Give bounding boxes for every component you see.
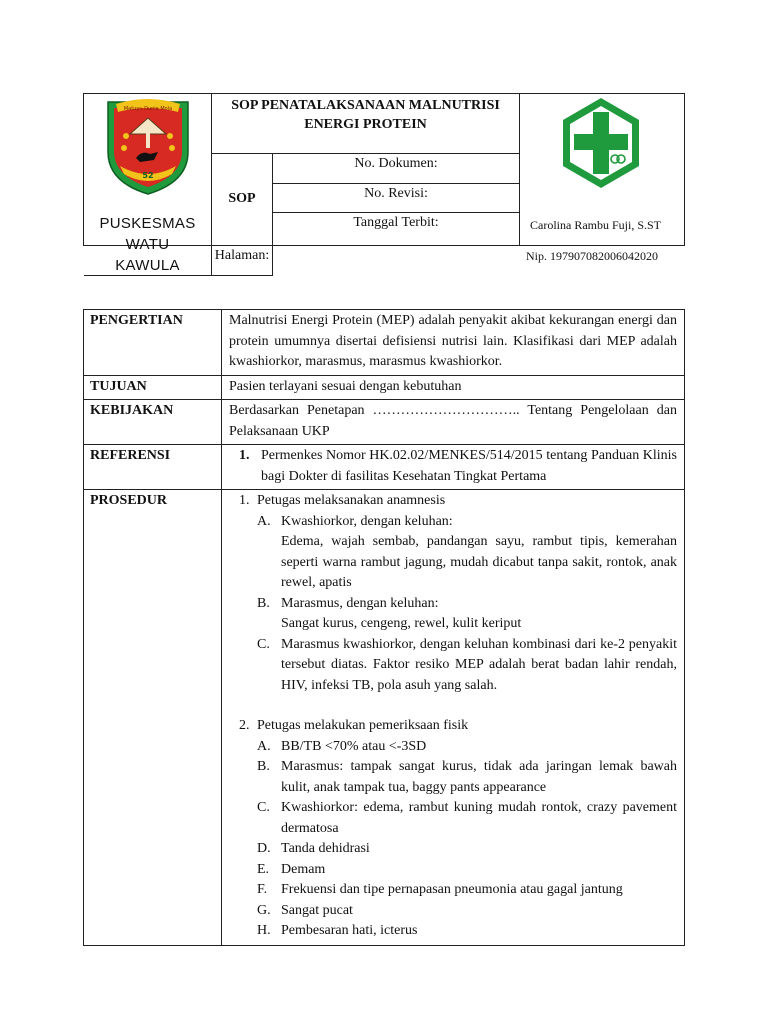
field-no-dokumen: No. Dokumen: xyxy=(273,153,520,183)
step-1-item-a-letter: A. xyxy=(257,513,271,529)
puskesmas-green-cross-icon xyxy=(560,96,642,192)
pengertian-text: Malnutrisi Energi Protein (MEP) adalah penyakit akibat kekurangan energi dan protein umumnya disertai defisiensi nutrisi lain. Klasifikasi dari MEP adalah kwashiorkor, marasmus, marasmus kwashiorkor. xyxy=(222,310,685,376)
step-2-item-e-text: Demam xyxy=(281,861,326,877)
referensi-text: Permenkes Nomor HK.02.02/MENKES/514/2015 tentang Panduan Klinis bagi Dokter di fasilitas Kesehatan Tingkat Pertama xyxy=(261,448,677,484)
puskesmas-logo-cell xyxy=(84,94,212,274)
step-1-item-a-text: Kwashiorkor, dengan keluhan: xyxy=(281,513,453,529)
step-2-item-g-letter: G. xyxy=(257,902,271,918)
document-title: SOP PENATALAKSANAAN MALNUTRISI ENERGI PROTEIN xyxy=(212,94,520,154)
step-2-item-c xyxy=(229,798,677,839)
step-2-item-d xyxy=(229,839,677,860)
prosedur-label: PROSEDUR xyxy=(84,490,222,946)
puskesmas-name-line-1: PUSKESMAS xyxy=(99,215,196,232)
field-tanggal-terbit: Tanggal Terbit: xyxy=(273,213,520,246)
referensi-label: REFERENSI xyxy=(84,445,222,490)
step-2-item-e-letter: E. xyxy=(257,861,270,877)
step-2-item-f xyxy=(229,880,677,901)
step-2-title: Petugas melakukan pemeriksaan fisik xyxy=(257,718,469,733)
prosedur-step-2 xyxy=(229,716,677,737)
signer-name: Carolina Rambu Fuji, S.ST xyxy=(530,218,662,232)
step-2-item-a-text: BB/TB <70% atau <-3SD xyxy=(281,738,427,754)
step-1-item-c xyxy=(229,635,677,697)
district-coat-of-arms-icon xyxy=(102,96,194,196)
field-no-revisi: No. Revisi: xyxy=(273,183,520,213)
kebijakan-label: KEBIJAKAN xyxy=(84,400,222,445)
step-2-item-h-letter: H. xyxy=(257,923,271,938)
kebijakan-text: Berdasarkan Penetapan ………………………….. Tentang Pengelolaan dan Pelaksanaan UKP xyxy=(222,400,685,445)
step-2-item-g-text: Sangat pucat xyxy=(281,902,353,918)
step-1-number: 1. xyxy=(239,493,250,508)
signature-cell xyxy=(520,94,685,263)
puskesmas-name-line-3: KAWULA xyxy=(115,257,180,274)
step-2-item-a xyxy=(229,737,677,758)
step-1-item-b-detail: Sangat kurus, cengeng, rewel, kulit keriput xyxy=(281,616,522,631)
step-2-item-h-text: Pembesaran hati, icterus xyxy=(281,923,418,938)
step-1-item-c-letter: C. xyxy=(257,636,270,652)
step-2-item-d-text: Tanda dehidrasi xyxy=(281,841,370,856)
sop-header-table xyxy=(83,93,685,276)
prosedur-step-1 xyxy=(229,491,677,512)
step-2-item-d-letter: D. xyxy=(257,841,271,856)
sop-content-table xyxy=(83,309,685,946)
puskesmas-name xyxy=(84,213,211,276)
step-2-item-e xyxy=(229,860,677,881)
step-1-item-b-text: Marasmus, dengan keluhan: xyxy=(281,595,439,611)
step-1-item-a xyxy=(229,512,677,533)
step-1-item-b-letter: B. xyxy=(257,595,270,611)
step-2-item-b-letter: B. xyxy=(257,759,270,774)
step-1-item-a-detail: Edema, wajah sembab, pandangan sayu, rambut tipis, kemerahan seperti warna rambut jagung, mudah dicabut tanpa sakit, rontok, anak rewel, apatis xyxy=(281,534,677,590)
pengertian-label: PENGERTIAN xyxy=(84,310,222,376)
step-1-item-b xyxy=(229,594,677,615)
step-2-item-c-text: Kwashiorkor: edema, rambut kuning mudah rontok, crazy pavement dermatosa xyxy=(281,800,677,836)
signer-nip: Nip. 197907082006042020 xyxy=(526,249,658,263)
field-halaman: Halaman: xyxy=(212,246,273,276)
tujuan-label: TUJUAN xyxy=(84,375,222,400)
sop-label: SOP xyxy=(212,153,273,245)
puskesmas-name-line-2: WATU xyxy=(125,236,170,253)
coat-motto: Matuyu Dunia Mola xyxy=(123,106,173,112)
step-2-item-f-letter: F. xyxy=(257,882,268,897)
step-1-title: Petugas melaksanakan anamnesis xyxy=(257,493,446,508)
step-2-item-f-text: Frekuensi dan tipe pernapasan pneumonia atau gagal jantung xyxy=(281,882,623,897)
step-2-item-b xyxy=(229,757,677,798)
step-2-item-a-letter: A. xyxy=(257,738,271,754)
step-2-number: 2. xyxy=(239,718,250,733)
referensi-number: 1. xyxy=(239,448,250,463)
referensi-content xyxy=(222,445,685,490)
coat-number: 52 xyxy=(142,171,154,180)
referensi-item xyxy=(229,446,677,487)
step-2-item-h xyxy=(229,921,677,942)
step-2-item-c-letter: C. xyxy=(257,800,270,815)
step-2-item-b-text: Marasmus: tampak sangat kurus, tidak ada jaringan lemak bawah kulit, anak tampak tua, baggy pants appearance xyxy=(281,759,677,795)
prosedur-content xyxy=(222,490,685,946)
tujuan-text: Pasien terlayani sesuai dengan kebutuhan xyxy=(222,375,685,400)
step-1-item-c-text: Marasmus kwashiorkor, dengan keluhan kombinasi dari ke-2 penyakit tersebut diatas. Faktor resiko MEP adalah berat badan lahir rendah, HIV, infeksi TB, pola asuh yang salah. xyxy=(281,636,677,693)
step-2-item-g xyxy=(229,901,677,922)
